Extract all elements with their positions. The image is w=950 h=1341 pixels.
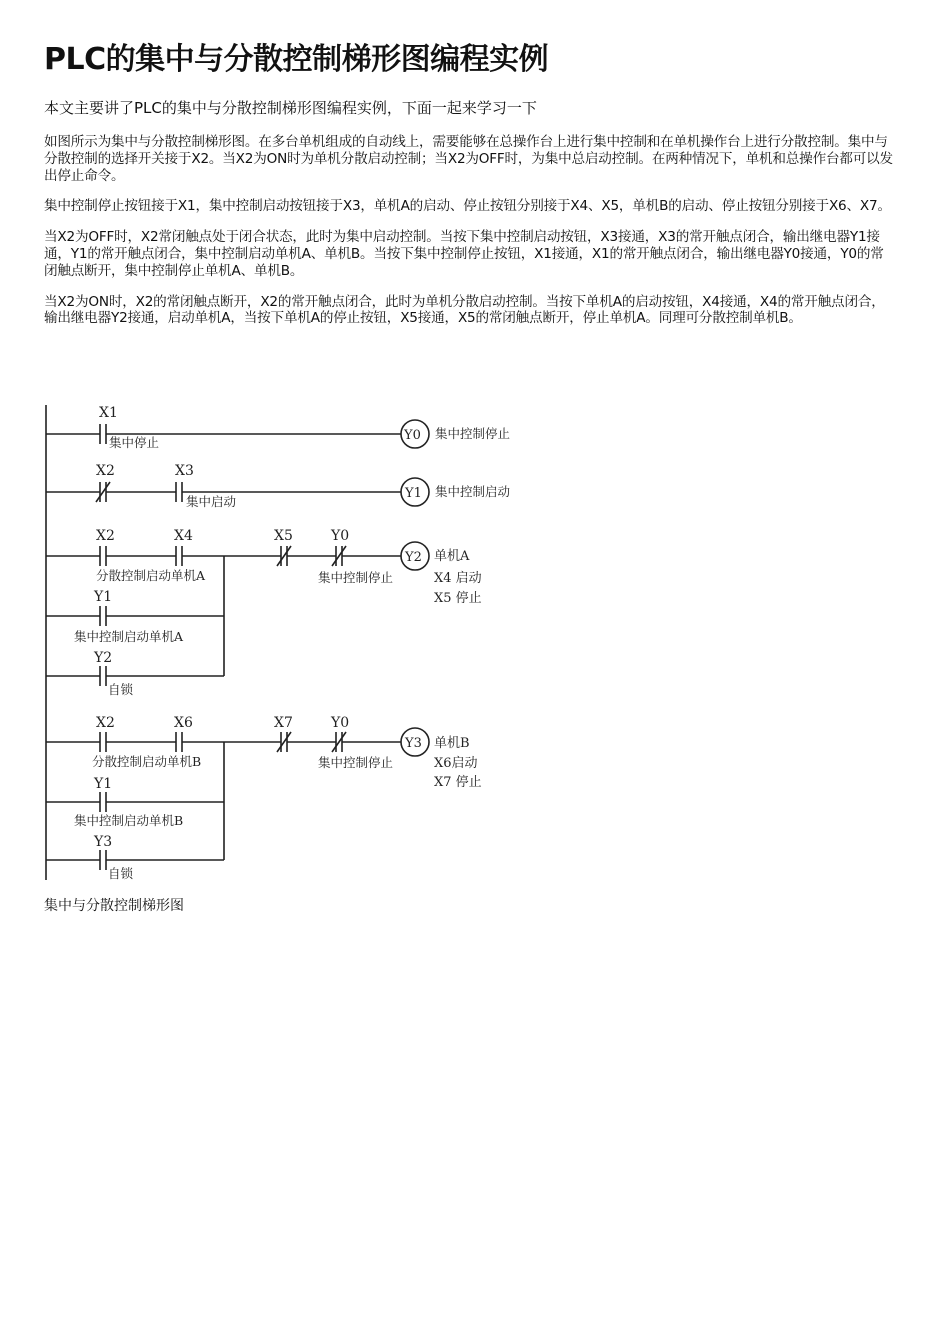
paragraph-2: 集中控制停止按钮接于X1，集中控制启动按钮接于X3，单机A的启动、停止按钮分别接于X4、X5，单机B的启动、停止按钮分别接于X6、X7。 <box>44 198 891 215</box>
label-x4: X4 <box>174 528 193 544</box>
label-stop-desc: 集中控制停止 <box>318 755 394 770</box>
label-unit-a: 单机A <box>434 549 470 564</box>
label-y1: Y1 <box>94 776 113 792</box>
rung-3 <box>46 528 482 697</box>
paragraph-3: 当X2为OFF时，X2常闭触点处于闭合状态，此时为集中启动控制。当按下集中控制启动按钮，X3接通，X3的常开触点闭合，输出继电器Y1接通，Y1的常开触点闭合，集中控制启动单机A、单机B。当按下集中控制停止按钮，X1接通，X1的常开触点闭合，输出继电器Y0接通，Y0的常闭触点断开，集中控制停止单机A、单机B。 <box>44 229 884 279</box>
label-y2-contact: Y2 <box>94 650 113 666</box>
label-x1: X1 <box>99 405 118 421</box>
label-branch1-desc: 分散控制启动单机B <box>92 754 202 769</box>
label-y0-desc: 集中控制停止 <box>435 426 511 441</box>
intro-text: 本文主要讲了PLC的集中与分散控制梯形图编程实例，下面一起来学习一下 <box>44 99 537 117</box>
label-unit-b: 单机B <box>434 736 470 751</box>
rung-1 <box>46 405 510 450</box>
label-branch3-desc: 自锁 <box>108 866 134 881</box>
rung-2 <box>46 463 511 509</box>
label-y1-desc: 集中控制启动 <box>435 484 511 499</box>
figure-caption: 集中与分散控制梯形图 <box>44 898 184 914</box>
label-branch2-desc: 集中控制启动单机B <box>74 813 184 828</box>
label-y3: Y3 <box>405 736 422 751</box>
label-x3: X3 <box>175 463 194 479</box>
label-y3-contact: Y3 <box>94 834 113 850</box>
ladder-diagram <box>44 400 524 885</box>
label-branch1-desc: 分散控制启动单机A <box>96 568 206 583</box>
label-x4-start: X4 启动 <box>434 571 482 586</box>
label-x5: X5 <box>274 528 293 544</box>
label-x3-desc: 集中启动 <box>186 494 237 509</box>
page-title: PLC的集中与分散控制梯形图编程实例 <box>44 42 549 77</box>
label-y1: Y1 <box>405 486 422 501</box>
label-y0: Y0 <box>331 528 350 544</box>
label-branch2-desc: 集中控制启动单机A <box>74 629 184 644</box>
label-y2: Y2 <box>405 550 422 565</box>
label-stop-desc: 集中控制停止 <box>318 570 394 585</box>
label-branch3-desc: 自锁 <box>108 682 134 697</box>
label-x5-stop: X5 停止 <box>434 591 482 606</box>
paragraph-4: 当X2为ON时，X2的常闭触点断开，X2的常开触点闭合，此时为单机分散启动控制。当按下单机A的启动按钮，X4接通，X4的常开触点闭合，输出继电器Y2接通，启动单机A，当按下单机A的停止按钮，X5接通，X5的常闭触点断开，停止单机A。同理可分散控制单机B。 <box>44 293 885 327</box>
rung-4 <box>46 715 482 881</box>
paragraph-1: 如图所示为集中与分散控制梯形图。在多台单机组成的自动线上，需要能够在总操作台上进行集中控制和在单机操作台上进行分散控制。集中与分散控制的选择开关接于X2。当X2为ON时为单机分散启动控制；当X2为OFF时，为集中总启动控制。在两种情况下，单机和总操作台都可以发出停止命令。 <box>44 134 893 184</box>
label-x1-desc: 集中停止 <box>109 435 160 450</box>
label-y0: Y0 <box>404 428 421 443</box>
label-x7-stop: X7 停止 <box>434 775 482 790</box>
label-x2: X2 <box>96 715 115 731</box>
article <box>44 38 894 327</box>
label-x2: X2 <box>96 528 115 544</box>
label-x7: X7 <box>274 715 293 731</box>
label-x6: X6 <box>174 715 193 731</box>
label-x2: X2 <box>96 463 115 479</box>
label-x6-start: X6启动 <box>434 756 478 771</box>
label-y1: Y1 <box>94 589 113 605</box>
label-y0: Y0 <box>331 715 350 731</box>
